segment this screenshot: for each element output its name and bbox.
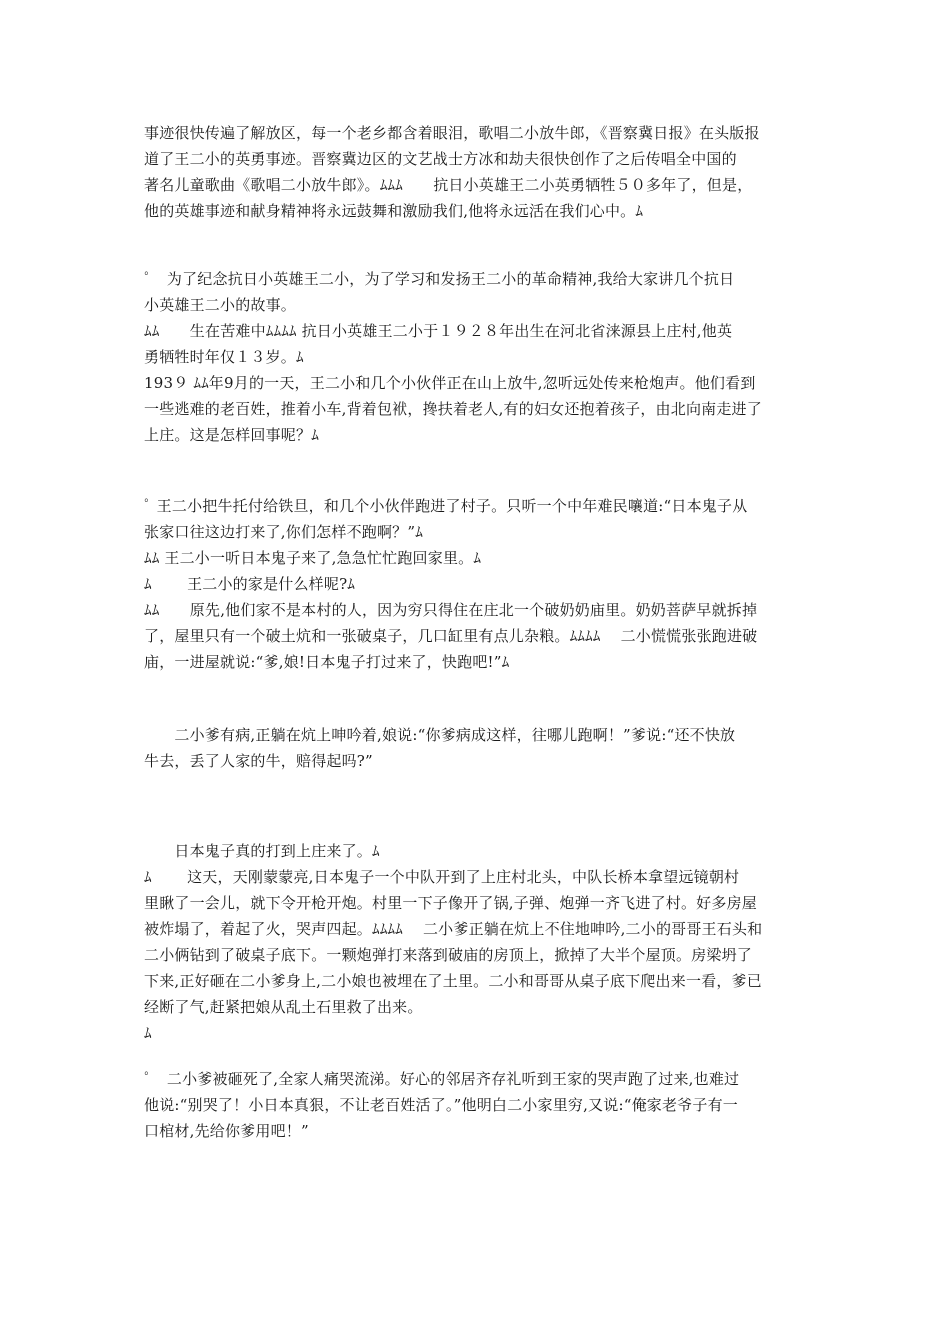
paragraph-3 [144, 493, 808, 675]
text-line: 勇牺牲时年仅１３岁。ﾑ [144, 348, 304, 366]
text-line: ﾟ 二小爹被砸死了,全家人痛哭流涕。好心的邻居齐存礼听到王家的哭声跑了过来,也难过 [144, 1070, 740, 1088]
text-line: 事迹很快传遍了解放区，每一个老乡都含着眼泪，歌唱二小放牛郎，《晋察冀日报》在头版报 [144, 124, 760, 142]
text-line: 口棺材,先给你爹用吧！” [144, 1122, 309, 1140]
text-line: ﾑﾑ 原先,他们家不是本村的人，因为穷只得住在庄北一个破奶奶庙里。奶奶菩萨早就拆掉 [144, 601, 758, 619]
text-line: ﾑﾑ 生在苦难中ﾑﾑﾑﾑ 抗日小英雄王二小于１９２８年出生在河北省涞源县上庄村,他英 [144, 322, 733, 340]
text-line: ﾟ 王二小把牛托付给铁旦，和几个小伙伴跑进了村子。只听一个中年难民嚷道:“日本鬼子从 [144, 497, 748, 515]
paragraph-4 [144, 722, 808, 774]
text-line: 他的英雄事迹和献身精神将永远鼓舞和激励我们,他将永远活在我们心中。ﾑ [144, 202, 644, 220]
text-line: 了，屋里只有一个破土炕和一张破桌子，几口缸里有点儿杂粮。ﾑﾑﾑﾑ 二小慌慌张张跑进破 [144, 627, 758, 645]
text-line: 著名儿童歌曲《歌唱二小放牛郎》。ﾑﾑﾑ 抗日小英雄王二小英勇牺牲５０多年了，但是， [144, 176, 753, 194]
text-line: 里瞅了一会儿，就下令开枪开炮。村里一下子像开了锅,子弹、炮弹一齐飞进了村。好多房屋 [144, 894, 757, 912]
text-line: 二小俩钻到了破桌子底下。一颗炮弹打来落到破庙的房顶上，掀掉了大半个屋顶。房梁坍了 [144, 946, 753, 964]
text-line: 一些逃难的老百姓，推着小车,背着包袱，搀扶着老人,有的妇女还抱着孩子，由北向南走进了 [144, 400, 762, 418]
text-line: 小英雄王二小的故事。 [144, 296, 297, 314]
text-line: ﾑ 王二小的家是什么样呢?ﾑ [144, 575, 356, 593]
text-line: 道了王二小的英勇事迹。晋察冀边区的文艺战士方冰和劫夫很快创作了之后传唱全中国的 [144, 150, 737, 168]
text-line: 二小爹有病,正躺在炕上呻吟着,娘说:“你爹病成这样，往哪儿跑啊！”爹说:“还不快放 [144, 726, 736, 744]
text-line: ﾑ 这天，天刚蒙蒙亮,日本鬼子一个中队开到了上庄村北头，中队长桥本拿望远镜朝村 [144, 868, 740, 886]
text-line: ﾟ 为了纪念抗日小英雄王二小，为了学习和发扬王二小的革命精神,我给大家讲几个抗日 [144, 270, 735, 288]
paragraph-1 [144, 120, 808, 224]
text-line: 庙，一进屋就说:“爹,娘!日本鬼子打过来了，快跑吧!”ﾑ [144, 653, 510, 671]
paragraph-6 [144, 1066, 808, 1144]
text-line: 上庄。这是怎样回事呢？ﾑ [144, 426, 319, 444]
text-line: 经断了气,赶紧把娘从乱土石里救了出来。 [144, 998, 423, 1016]
paragraph-5 [144, 838, 808, 1046]
text-line: ﾑ [144, 1024, 152, 1042]
text-line: 被炸塌了，着起了火，哭声四起。ﾑﾑﾑﾑ 二小爹正躺在炕上不住地呻吟,二小的哥哥王石头和 [144, 920, 763, 938]
text-line: 193９ ﾑﾑ年9月的一天，王二小和几个小伙伴正在山上放牛,忽听远处传来枪炮声。他们看到 [144, 374, 756, 392]
paragraph-2 [144, 266, 808, 448]
text-line: 日本鬼子真的打到上庄来了。ﾑ [144, 842, 380, 860]
text-line: ﾑﾑ 王二小一听日本鬼子来了,急急忙忙跑回家里。ﾑ [144, 549, 482, 567]
text-line: 张家口往这边打来了,你们怎样不跑啊？”ﾑ [144, 523, 423, 541]
text-line: 他说:“别哭了！小日本真狠，不让老百姓活了。”他明白二小家里穷,又说:“俺家老爷子有一 [144, 1096, 738, 1114]
text-line: 下来,正好砸在二小爹身上,二小娘也被埋在了土里。二小和哥哥从桌子底下爬出来一看，爹已 [144, 972, 762, 990]
text-line: 牛去，丢了人家的牛，赔得起吗?” [144, 752, 373, 770]
